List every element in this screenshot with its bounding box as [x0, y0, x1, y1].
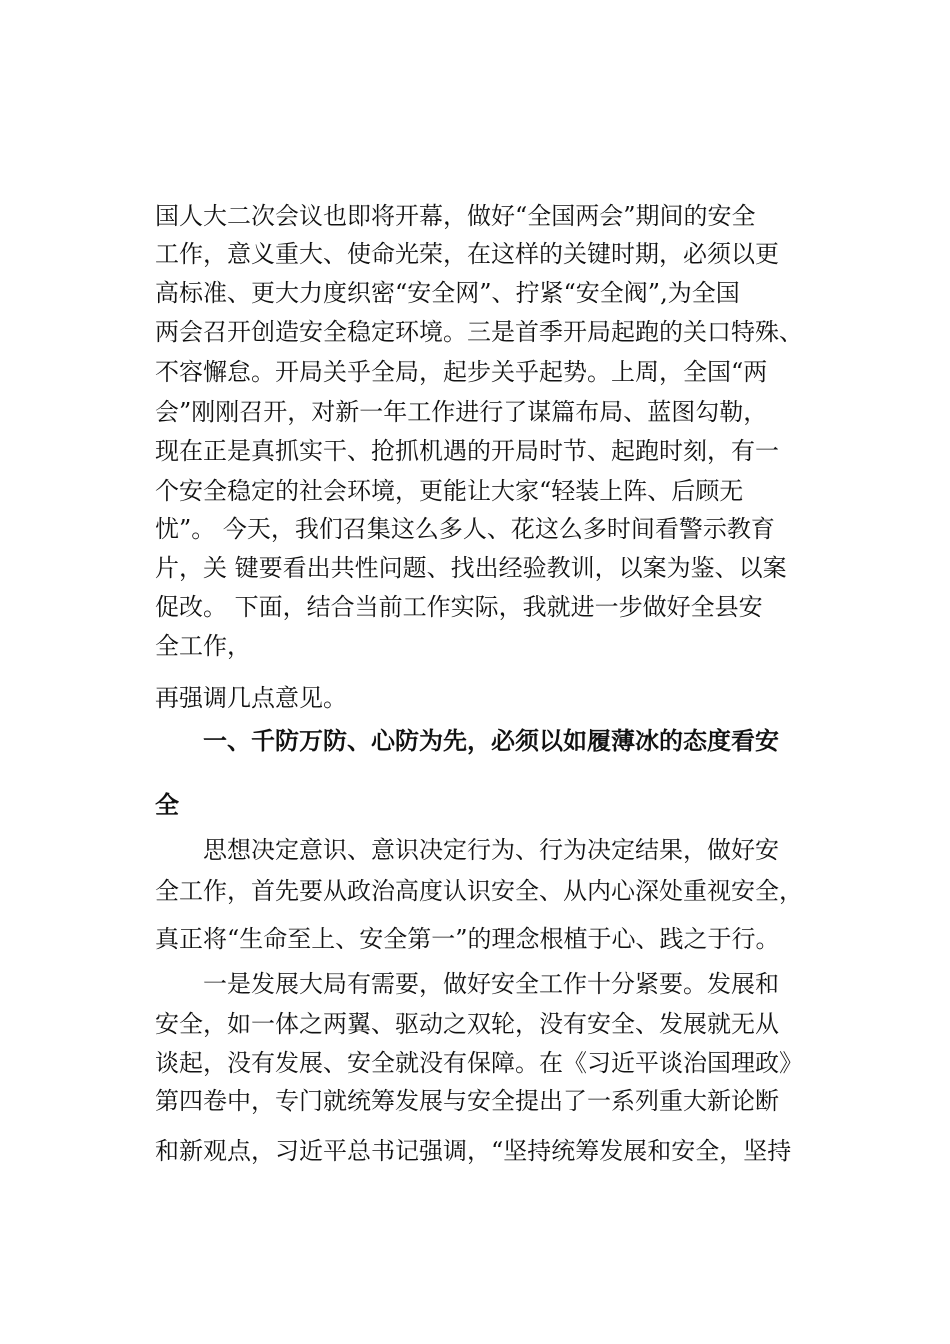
text-line: 国人大二次会议也即将开幕，做好“全国两会”期间的安全: [155, 202, 756, 230]
text-line: 促改。 下面，结合当前工作实际，我就进一步做好全县安: [155, 593, 763, 621]
text-line: 谈起，没有发展、安全就没有保障。在《习近平谈治国理政》: [155, 1049, 803, 1077]
text-line: 不容懈怠。开局关乎全局，起步关乎起势。上周，全国“两: [155, 358, 768, 386]
text-line: 再强调几点意见。: [155, 684, 347, 712]
text-line: 个安全稳定的社会环境，更能让大家“轻装上阵、后顾无: [155, 477, 744, 505]
text-line: 高标准、更大力度织密“安全网”、拧紧“安全阀”,为全国: [155, 279, 740, 307]
text-line: 现在正是真抓实干、抢抓机遇的开局时节、起跑时刻，有一: [155, 437, 779, 465]
text-line: 忧”。 今天，我们召集这么多人、花这么多时间看警示教育: [155, 515, 775, 543]
text-line: 工作，意义重大、使命光荣，在这样的关键时期，必须以更: [155, 240, 779, 268]
text-line: 两会召开创造安全稳定环境。三是首季开局起跑的关口特殊、: [155, 318, 803, 346]
paragraph-first-line: 一是发展大局有需要，做好安全工作十分紧要。发展和: [203, 970, 779, 998]
text-line: 和新观点，习近平总书记强调，“坚持统筹发展和安全，坚持: [155, 1137, 792, 1165]
section-heading: 一、千防万防、心防为先，必须以如履薄冰的态度看安: [203, 727, 779, 755]
text-line: 全工作，: [155, 632, 251, 660]
paragraph-first-line: 思想决定意识、意识决定行为、行为决定结果，做好安: [203, 836, 779, 864]
text-line: 会”刚刚召开，对新一年工作进行了谋篇布局、蓝图勾勒，: [155, 398, 768, 426]
text-line: 第四卷中，专门就统筹发展与安全提出了一系列重大新论断: [155, 1087, 779, 1115]
section-heading-continued: 全: [155, 791, 179, 819]
text-line: 真正将“生命至上、安全第一”的理念根植于心、践之于行。: [155, 925, 780, 953]
text-line: 安全，如一体之两翼、驱动之双轮，没有安全、发展就无从: [155, 1010, 779, 1038]
text-line: 全工作，首先要从政治高度认识安全、从内心深处重视安全，: [155, 877, 803, 905]
text-line: 片，关 键要看出共性问题、找出经验教训，以案为鉴、以案: [155, 554, 787, 582]
